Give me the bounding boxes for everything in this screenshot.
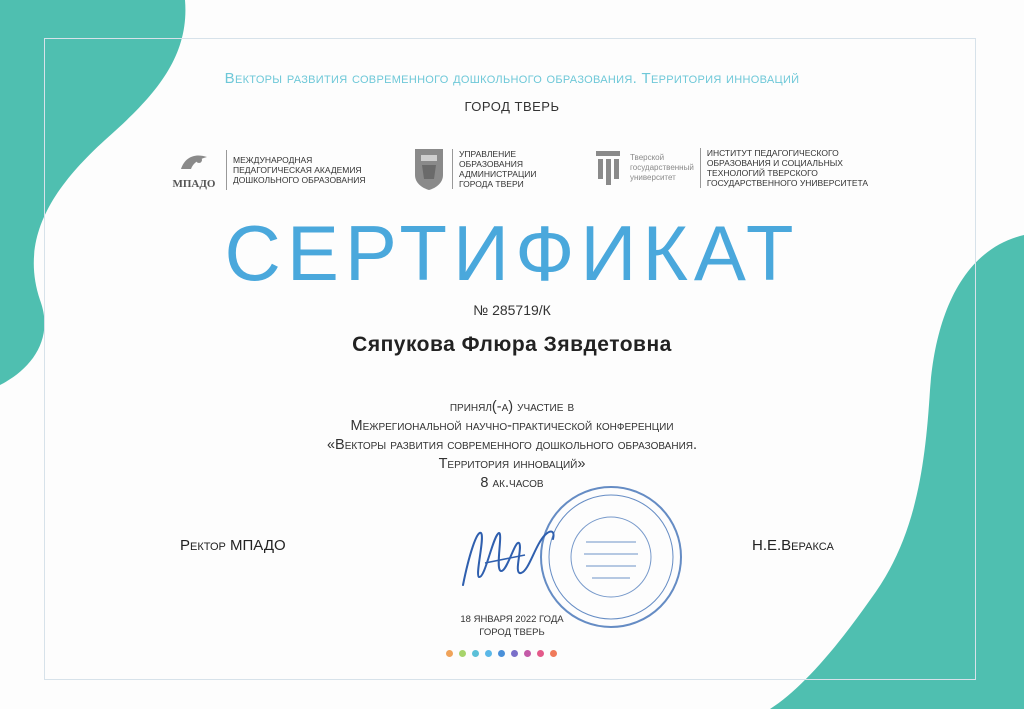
- issue-date: 18 ЯНВАРЯ 2022 ГОДА: [460, 614, 564, 625]
- color-dot: [459, 650, 466, 657]
- city-header: ГОРОД ТВЕРЬ: [464, 99, 560, 114]
- admin-text: УПРАВЛЕНИЕ ОБРАЗОВАНИЯ АДМИНИСТРАЦИИ ГОРОДА ТВЕРИ: [459, 149, 537, 189]
- body-line: Межрегиональной научно-практической конференции: [350, 418, 674, 434]
- body-line: «Векторы развития современного дошкольного образования.: [326, 437, 698, 453]
- color-dot: [472, 650, 479, 657]
- certificate-title: СЕРТИФИКАТ: [224, 209, 800, 297]
- signature: [455, 515, 565, 600]
- mpado-logo-text: МПАДО: [172, 177, 216, 190]
- coat-of-arms-icon: [412, 147, 446, 191]
- conference-header: Векторы развития современного дошкольного образования. Территория инноваций: [224, 70, 800, 87]
- color-dot: [524, 650, 531, 657]
- mpado-logo: [168, 151, 220, 190]
- divider: [226, 150, 227, 190]
- color-dot: [485, 650, 492, 657]
- body-line: Территория инноваций»: [438, 456, 586, 472]
- partner-mpado: [168, 150, 366, 190]
- date-block: [0, 613, 1024, 639]
- partner-tvgu: [594, 148, 868, 188]
- certificate-number: № 285719/К: [473, 302, 551, 318]
- issue-city: ГОРОД ТВЕРЬ: [479, 627, 545, 638]
- mpado-text: МЕЖДУНАРОДНАЯ ПЕДАГОГИЧЕСКАЯ АКАДЕМИЯ ДОШКОЛЬНОГО ОБРАЗОВАНИЯ: [233, 155, 366, 185]
- rector-name: Н.Е.Веракса: [752, 537, 834, 554]
- certificate-body: [0, 398, 1024, 493]
- divider: [700, 148, 701, 188]
- color-dots: [446, 650, 557, 657]
- color-dot: [498, 650, 505, 657]
- body-line: принял(-а) участие в: [449, 399, 575, 415]
- recipient-name: Сяпукова Флюра Зявдетовна: [352, 333, 672, 356]
- color-dot: [550, 650, 557, 657]
- partner-admin: [412, 147, 536, 191]
- body-line: 8 ак.часов: [480, 475, 544, 491]
- tvgu-logo-text: Тверской государственный университет: [630, 153, 694, 182]
- tvgu-text: ИНСТИТУТ ПЕДАГОГИЧЕСКОГО ОБРАЗОВАНИЯ И СОЦИАЛЬНЫХ ТЕХНОЛОГИЙ ТВЕРСКОГО ГОСУДАРСТВЕННОГО УНИВЕРСИТЕТА: [706, 148, 869, 188]
- color-dot: [537, 650, 544, 657]
- mpado-bird-icon: [177, 151, 211, 173]
- tvgu-logo-icon: [594, 149, 622, 187]
- color-dot: [446, 650, 453, 657]
- divider: [452, 149, 453, 189]
- rector-title: Ректор МПАДО: [180, 537, 286, 554]
- color-dot: [511, 650, 518, 657]
